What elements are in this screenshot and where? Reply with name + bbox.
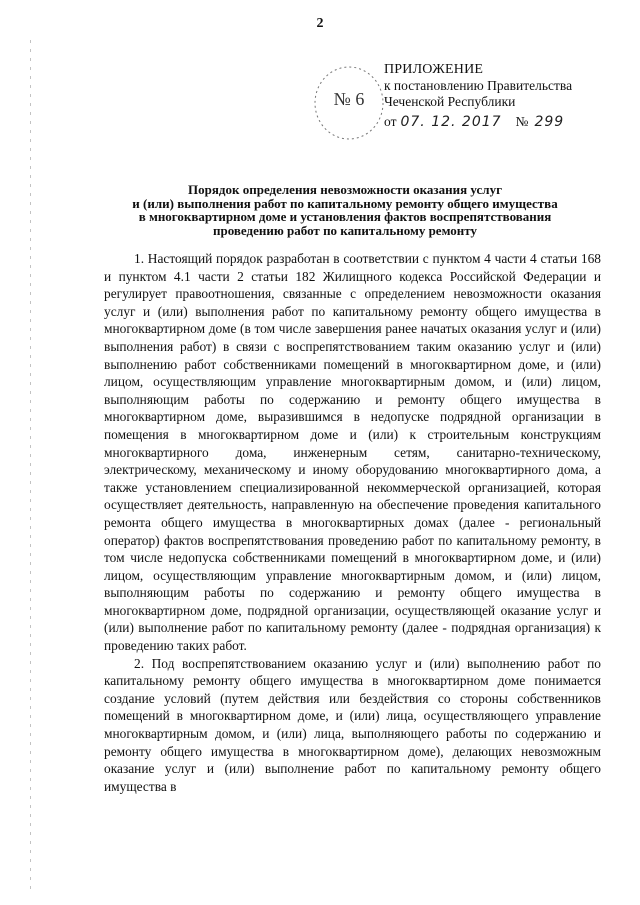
- page-number: 2: [316, 16, 324, 31]
- handwritten-date: 07. 12. 2017: [400, 114, 502, 130]
- title-line: Порядок определения невозможности оказания услуг: [188, 182, 502, 197]
- title-line: и (или) выполнения работ по капитальному ремонту общего имущества: [132, 195, 558, 211]
- title-line: в многоквартирном доме и установления фактов воспрепятствования: [138, 209, 552, 224]
- title-line: проведению работ по капитальному ремонту: [213, 222, 477, 238]
- appendix-line-2: Чеченской Республики: [384, 94, 516, 109]
- document-body: [104, 250, 601, 795]
- date-prefix: от: [384, 114, 397, 129]
- paragraph-1: 1. Настоящий порядок разработан в соответствии с пунктом 4 части 4 статьи 168 и пунктом 4.1 части 2 статьи 182 Жилищного кодекса Российской Федерации и регулирует правоотношения, связанные с определением невозможности оказания услуг и (или) выполнения работ по капитальному ремонту общего имущества в многоквартирном доме (в том числе завершения ранее начатых оказания услуг и (или) выполнения работ) в связи с воспрепятствованием таким оказанию услуг и (или) выполнению работ собственниками помещений в многоквартирном доме, и (или) лицом, осуществляющим управление многоквартирным домом, и (или) лицом, выполняющим работы по содержанию и ремонту общего имущества в многоквартирном доме, выразившимся в недопуске подрядной организации в помещения в многоквартирном доме и (или) к строительным конструкциям многоквартирного дома, инженерным сетям, санитарно-техническому, электрическому, механическому и иному оборудованию многоквартирного дома, а также установлением специализированной некоммерческой организацией, которая осуществляет деятельность, направленную на обеспечение проведения капитального ремонта общего имущества в многоквартирных домах (далее - региональный оператор) фактов воспрепятствования проведению работ по капитальному ремонту, в том числе недопуска собственниками помещений в многоквартирном доме, и (или) лицом, осуществляющим управление многоквартирным домом, и (или) лицом, выполняющим работы по содержанию и ремонту общего имущества в многоквартирном доме, подрядной организации, осуществляющей оказание услуг и (или) выполнение работ по капитальному ремонту (далее - подрядная организация) к проведению таких работ.: [104, 251, 601, 654]
- number-prefix: №: [515, 114, 529, 129]
- appendix-line-1: к постановлению Правительства: [384, 78, 573, 93]
- document-title: [80, 183, 610, 237]
- registration-stamp: [310, 62, 388, 144]
- appendix-title: ПРИЛОЖЕНИЕ: [384, 62, 484, 77]
- appendix-date-row: [384, 114, 624, 130]
- scan-edge-artifact: [30, 40, 31, 890]
- paragraph-2: 2. Под воспрепятствованием оказанию услуг и (или) выполнению работ по капитальному ремонту общего имущества в многоквартирном доме понимается создание условий (путем действия или бездействия со стороны собственников помещений в многоквартирном доме, и (или) лица, осуществляющего управление многоквартирным домом, и (или) лица, выполняющего работы по содержанию и ремонту общего имущества в многоквартирном доме), делающих невозможным оказание услуг и (или) выполнение работ по капитальному ремонту общего имущества в: [104, 655, 601, 794]
- appendix-block: [384, 62, 624, 130]
- stamp-number: № 6: [333, 89, 365, 109]
- handwritten-number: 299: [534, 114, 565, 130]
